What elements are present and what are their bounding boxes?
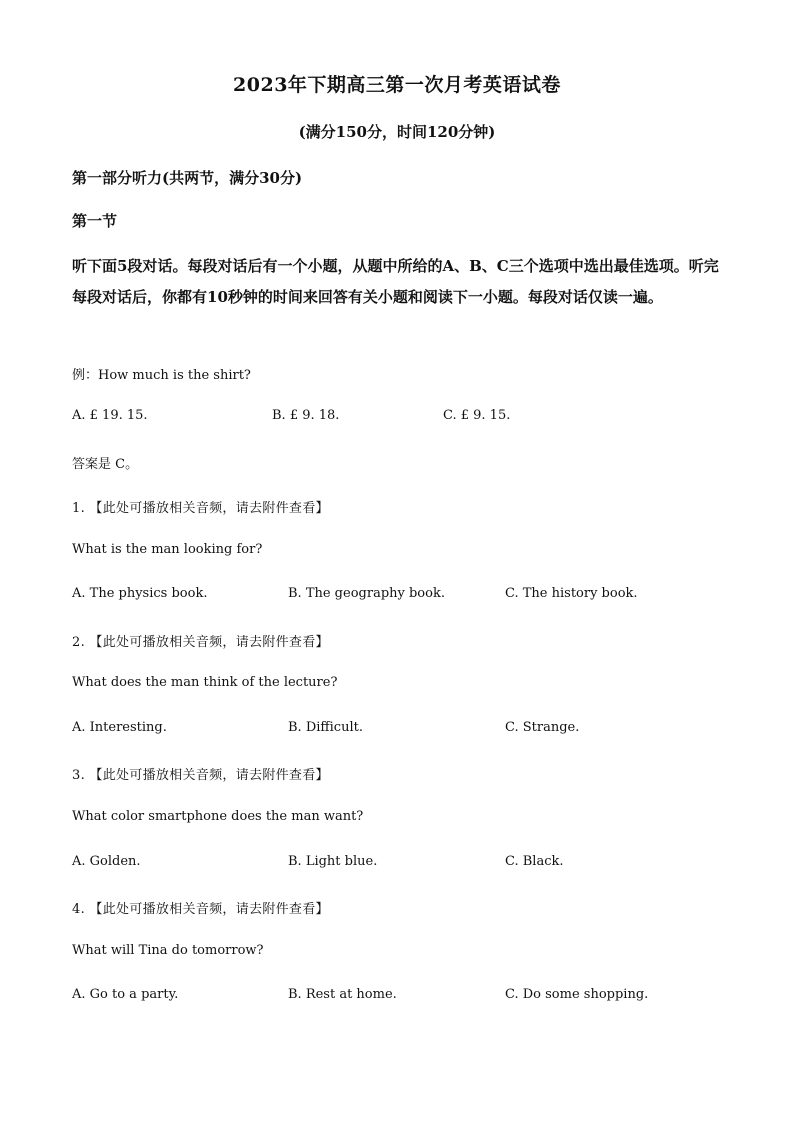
q1-option-c: C. The history book. <box>505 586 638 601</box>
example-question: 例：How much is the shirt? <box>72 368 251 383</box>
audio-placeholder-2[interactable]: 2. 【此处可播放相关音频，请去附件查看】 <box>72 635 329 650</box>
instructions: 听下面5段对话。每段对话后有一个小题，从题中所给的A、B、C三个选项中选出最佳选项。听完每段对话后，你都有10秒钟的时间来回答有关小题和阅读下一小题。每段对话仅读一遍。 <box>72 257 719 306</box>
question-4: What will Tina do tomorrow? <box>72 943 264 958</box>
q3-option-a: A. Golden. <box>72 854 141 869</box>
q1-option-a: A. The physics book. <box>72 586 208 601</box>
q1-option-b: B. The geography book. <box>288 586 445 601</box>
example-option-b: B. £ 9. 18. <box>272 408 340 423</box>
part-heading: 第一部分听力(共两节，满分30分) <box>72 169 303 187</box>
q4-option-a: A. Go to a party. <box>72 987 179 1002</box>
question-2: What does the man think of the lecture? <box>72 675 338 690</box>
example-option-c: C. £ 9. 15. <box>443 408 511 423</box>
q4-option-c: C. Do some shopping. <box>505 987 649 1002</box>
audio-placeholder-1[interactable]: 1. 【此处可播放相关音频，请去附件查看】 <box>72 501 329 516</box>
example-option-a: A. £ 19. 15. <box>72 408 148 423</box>
page-title: 2023年下期高三第一次月考英语试卷 <box>233 74 561 96</box>
question-3: What color smartphone does the man want? <box>72 809 364 824</box>
q2-option-b: B. Difficult. <box>288 720 363 735</box>
exam-info: (满分150分，时间120分钟) <box>298 123 496 141</box>
section-heading: 第一节 <box>72 212 118 230</box>
q4-option-b: B. Rest at home. <box>288 987 397 1002</box>
question-1: What is the man looking for? <box>72 542 263 557</box>
audio-placeholder-4[interactable]: 4. 【此处可播放相关音频，请去附件查看】 <box>72 902 329 917</box>
audio-placeholder-3[interactable]: 3. 【此处可播放相关音频，请去附件查看】 <box>72 768 329 783</box>
example-answer: 答案是 C。 <box>72 457 139 472</box>
q2-option-a: A. Interesting. <box>72 720 167 735</box>
q3-option-b: B. Light blue. <box>288 854 378 869</box>
q3-option-c: C. Black. <box>505 854 564 869</box>
q2-option-c: C. Strange. <box>505 720 580 735</box>
